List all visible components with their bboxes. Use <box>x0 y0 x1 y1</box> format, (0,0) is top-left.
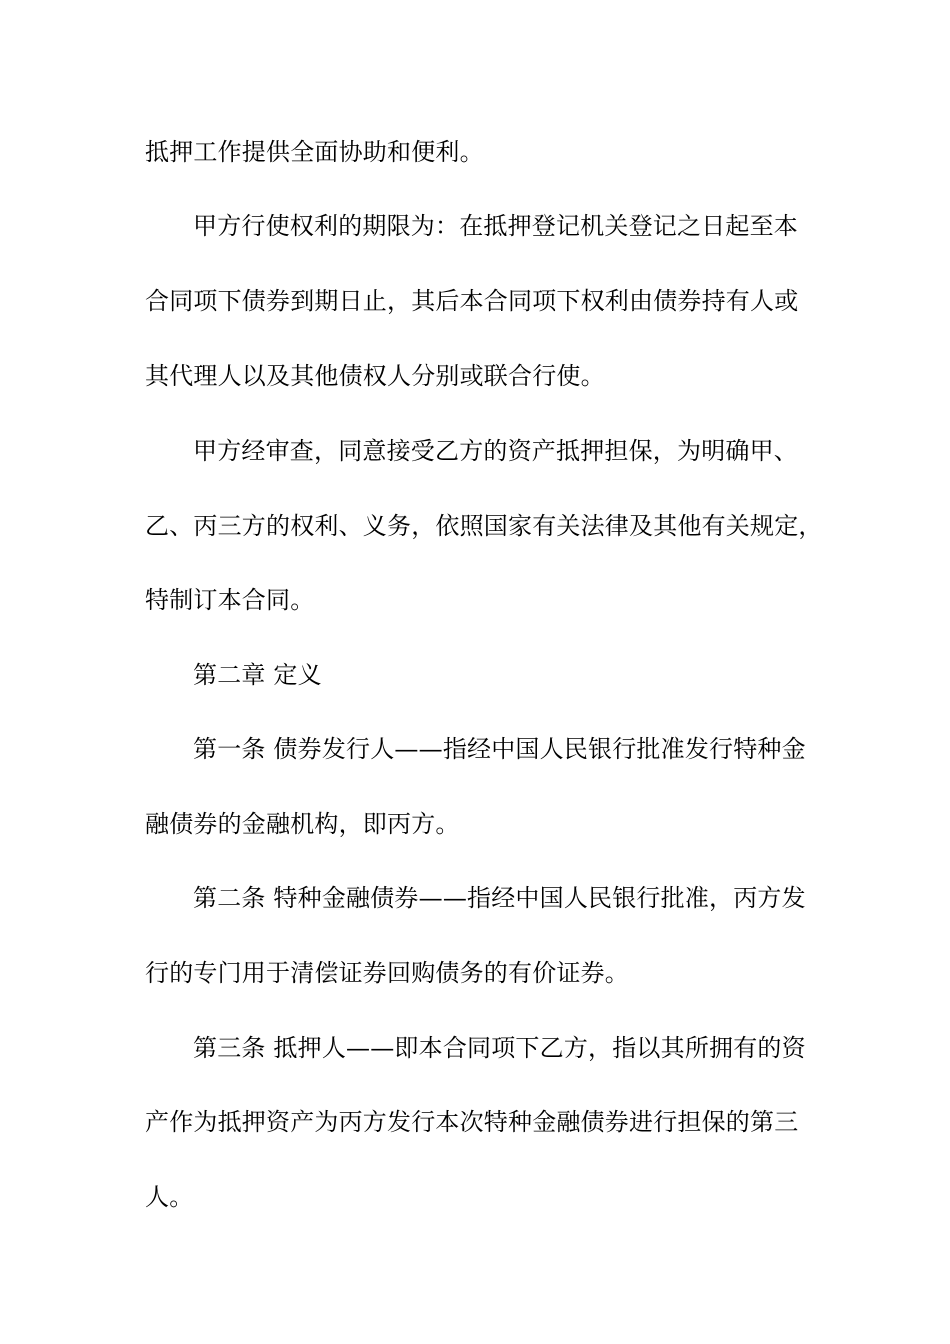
paragraph-line: 行的专门用于清偿证券回购债务的有价证券。 <box>145 959 629 987</box>
paragraph-line: 特制订本合同。 <box>145 586 315 614</box>
paragraph-line: 融债券的金融机构，即丙方。 <box>145 810 460 838</box>
paragraph-line: 人。 <box>145 1183 194 1211</box>
article-line: 第二条 特种金融债券——指经中国人民银行批准，丙方发 <box>193 884 806 912</box>
paragraph-line: 乙、丙三方的权利、义务，依照国家有关法律及其他有关规定， <box>145 512 823 540</box>
paragraph-line: 其代理人以及其他债权人分别或联合行使。 <box>145 362 605 390</box>
paragraph-line: 抵押工作提供全面协助和便利。 <box>145 138 484 166</box>
paragraph-line: 产作为抵押资产为丙方发行本次特种金融债券进行担保的第三 <box>145 1108 799 1136</box>
paragraph-line: 甲方行使权利的期限为：在抵押登记机关登记之日起至本 <box>193 212 798 240</box>
article-line: 第三条 抵押人——即本合同项下乙方，指以其所拥有的资 <box>193 1034 806 1062</box>
article-line: 第一条 债券发行人——指经中国人民银行批准发行特种金 <box>193 735 806 763</box>
paragraph-line: 合同项下债券到期日止，其后本合同项下权利由债券持有人或 <box>145 287 799 315</box>
paragraph-line: 甲方经审查，同意接受乙方的资产抵押担保，为明确甲、 <box>193 437 798 465</box>
chapter-heading: 第二章 定义 <box>193 661 322 689</box>
